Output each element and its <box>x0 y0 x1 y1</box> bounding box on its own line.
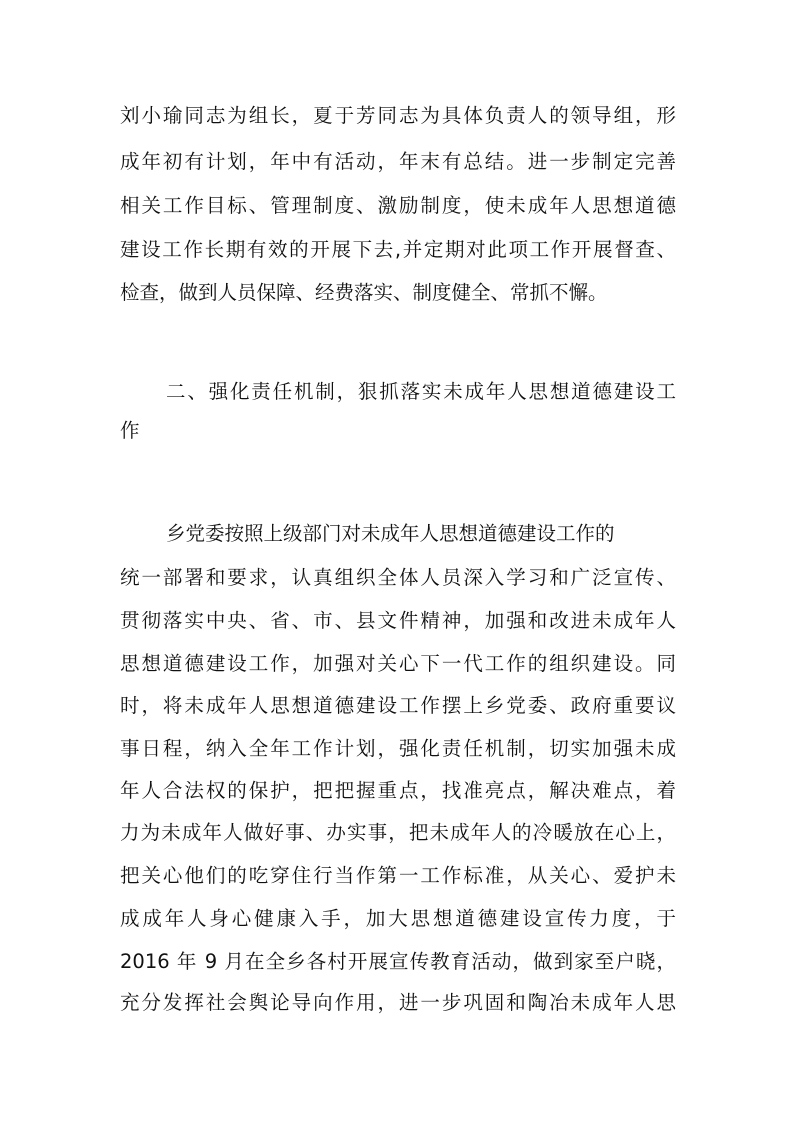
paragraph-2-line: 力为未成年人做好事、办实事，把未成年人的冷暖放在心上， <box>120 821 676 844</box>
paragraph-2-line: 贯彻落实中央、省、市、县文件精神，加强和改进未成年人 <box>120 609 676 632</box>
paragraph-2-line: 时，将未成年人思想道德建设工作摆上乡党委、政府重要议 <box>120 694 676 717</box>
paragraph-2-line: 成成年人身心健康入手，加大思想道德建设宣传力度，于 <box>120 907 676 930</box>
paragraph-2-line: 事日程，纳入全年工作计划，强化责任机制，切实加强未成 <box>120 737 676 760</box>
section-heading-line: 二、强化责任机制，狠抓落实未成年人思想道德建设工 <box>166 380 676 403</box>
paragraph-2-line: 乡党委按照上级部门对未成年人思想道德建设工作的 <box>166 522 615 545</box>
paragraph-2-line: 2016 年 9 月在全乡各村开展宣传教育活动，做到家至户晓， <box>120 950 676 973</box>
paragraph-1-line: 刘小瑜同志为组长，夏于芳同志为具体负责人的领导组，形 <box>120 104 676 127</box>
paragraph-2-line: 统一部署和要求，认真组织全体人员深入学习和广泛宣传、 <box>120 566 676 589</box>
paragraph-2-line: 年人合法权的保护，把把握重点，找准亮点，解决难点，着 <box>120 779 676 802</box>
paragraph-1-line: 检查，做到人员保障、经费落实、制度健全、常抓不懈。 <box>120 281 608 304</box>
paragraph-1-line: 相关工作目标、管理制度、激励制度，使未成年人思想道德 <box>120 194 676 217</box>
section-heading-line: 作 <box>120 419 140 442</box>
paragraph-1-line: 建设工作长期有效的开展下去,并定期对此项工作开展督查、 <box>120 238 676 261</box>
paragraph-2-line: 把关心他们的吃穿住行当作第一工作标准，从关心、爱护未 <box>120 864 676 887</box>
paragraph-2-line: 思想道德建设工作，加强对关心下一代工作的组织建设。同 <box>120 652 676 675</box>
paragraph-2-line: 充分发挥社会舆论导向作用，进一步巩固和陶冶未成年人思 <box>120 991 676 1014</box>
paragraph-1-line: 成年初有计划，年中有活动，年末有总结。进一步制定完善 <box>120 150 676 173</box>
